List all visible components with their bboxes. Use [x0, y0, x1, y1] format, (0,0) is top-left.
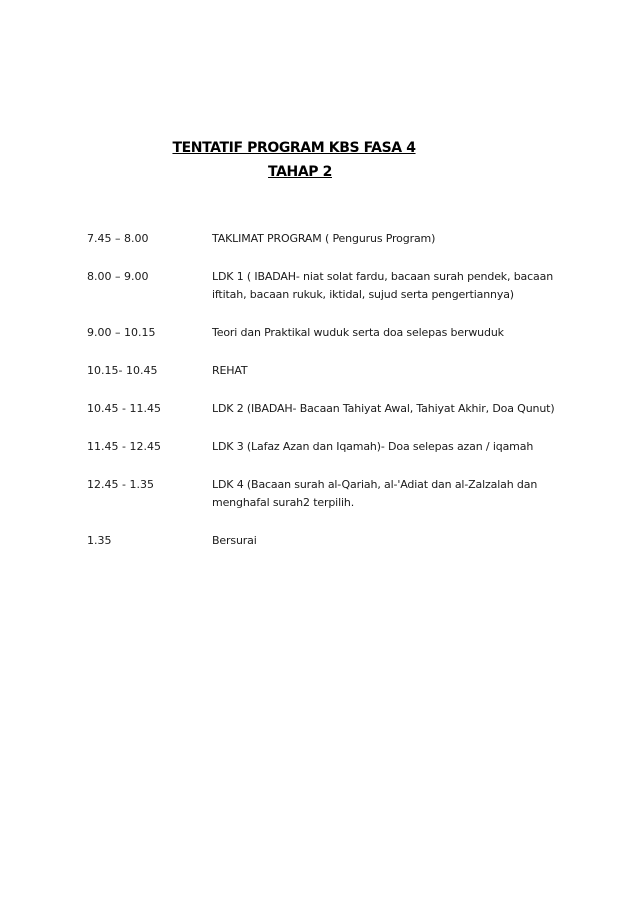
schedule-activity: Bersurai: [212, 534, 257, 547]
schedule-row: [87, 324, 557, 342]
schedule-activity: TAKLIMAT PROGRAM ( Pengurus Program): [212, 232, 436, 245]
schedule-row: [87, 362, 557, 380]
schedule-activity: LDK 3 (Lafaz Azan dan Iqamah)- Doa selepas azan / iqamah: [212, 440, 534, 453]
title-line-1: TENTATIF PROGRAM KBS FASA 4: [172, 140, 416, 156]
schedule-table: [87, 230, 557, 570]
schedule-time: 9.00 – 10.15: [87, 326, 156, 339]
schedule-time: 1.35: [87, 534, 112, 547]
schedule-time: 7.45 – 8.00: [87, 232, 149, 245]
schedule-activity: Teori dan Praktikal wuduk serta doa selepas berwuduk: [212, 326, 504, 339]
schedule-time: 11.45 - 12.45: [87, 440, 161, 453]
schedule-row: [87, 400, 557, 418]
schedule-time: 10.45 - 11.45: [87, 402, 161, 415]
schedule-time: 8.00 – 9.00: [87, 270, 149, 283]
schedule-row: [87, 268, 557, 304]
schedule-row: [87, 476, 557, 512]
schedule-row: [87, 438, 557, 456]
schedule-row: [87, 532, 557, 550]
schedule-time: 12.45 - 1.35: [87, 478, 154, 491]
schedule-activity: REHAT: [212, 364, 248, 377]
schedule-activity: LDK 2 (IBADAH- Bacaan Tahiyat Awal, Tahiyat Akhir, Doa Qunut): [212, 402, 555, 415]
schedule-time: 10.15- 10.45: [87, 364, 158, 377]
title-line-2: TAHAP 2: [268, 164, 332, 180]
schedule-activity: LDK 4 (Bacaan surah al-Qariah, al-'Adiat dan al-Zalzalah dan menghafal surah2 terpilih.: [212, 478, 538, 509]
schedule-row: [87, 230, 557, 248]
document-title: [0, 136, 638, 184]
schedule-activity: LDK 1 ( IBADAH- niat solat fardu, bacaan surah pendek, bacaan iftitah, bacaan rukuk, iktidal, sujud serta pengertiannya): [212, 270, 554, 301]
